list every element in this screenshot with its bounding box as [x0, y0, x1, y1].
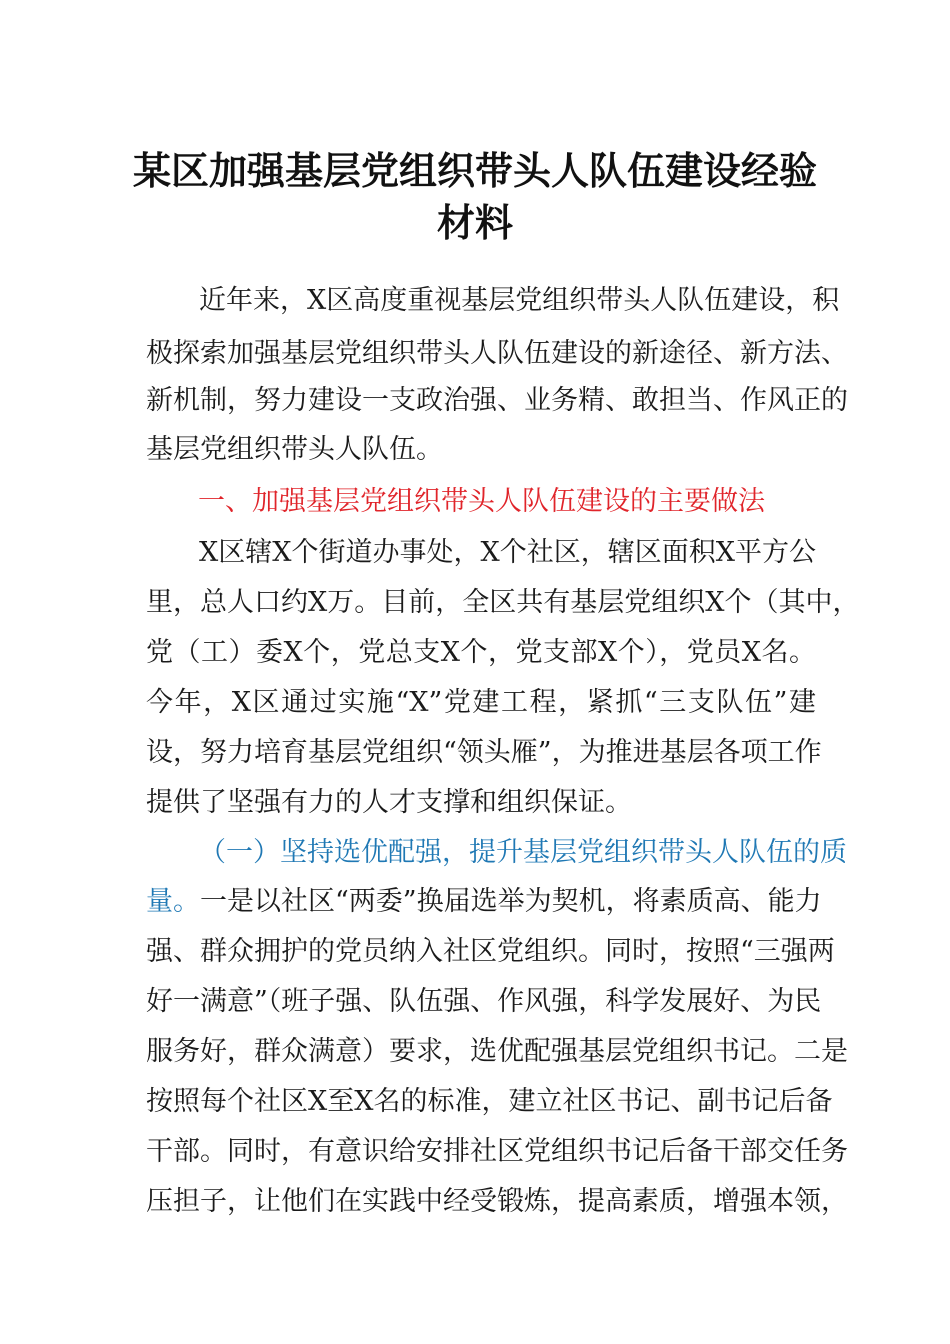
subsection-1-line: 好一满意”（班子强、队伍强、作风强，科学发展好、为民 [146, 986, 822, 1017]
intro-line: 基层党组织带头人队伍。 [146, 434, 443, 465]
subsection-1-heading: （一）坚持选优配强，提升基层党组织带头人队伍的质 [199, 837, 847, 868]
section-1-para-line: X区辖X个街道办事处，X个社区，辖区面积X平方公 [199, 537, 816, 568]
document-title-line-2: 材料 [436, 200, 513, 245]
intro-line: 近年来，X区高度重视基层党组织带头人队伍建设，积 [199, 285, 840, 316]
section-1-para-line: 党（工）委X个，党总支X个，党支部X个），党员X名。 [146, 637, 816, 668]
subsection-1-line: 服务好，群众满意）要求，选优配强基层党组织书记。二是 [146, 1036, 848, 1067]
subsection-1-heading-end: 量。 [146, 886, 200, 917]
section-1-heading: 一、加强基层党组织带头人队伍建设的主要做法 [198, 486, 765, 517]
section-1-para-line: 设，努力培育基层党组织“领头雁”，为推进基层各项工作 [146, 737, 822, 768]
subsection-1-line: 按照每个社区X至X名的标准，建立社区书记、副书记后备 [146, 1086, 833, 1117]
intro-line: 极探索加强基层党组织带头人队伍建设的新途径、新方法、 [146, 338, 848, 369]
subsection-1-line: 压担子，让他们在实践中经受锻炼，提高素质，增强本领， [146, 1186, 848, 1217]
intro-line: 新机制，努力建设一支政治强、业务精、敢担当、作风正的 [146, 385, 848, 416]
section-1-para-line: 提供了坚强有力的人才支撑和组织保证。 [146, 787, 632, 818]
section-1-para-line: 里，总人口约X万。目前，全区共有基层党组织X个（其中， [146, 587, 860, 618]
document-title-line-1: 某区加强基层党组织带头人队伍建设经验 [132, 148, 817, 193]
subsection-1-line: 强、群众拥护的党员纳入社区党组织。同时，按照“三强两 [146, 936, 835, 967]
subsection-1-text: 一是以社区“两委”换届选举为契机，将素质高、能力 [200, 886, 822, 917]
subsection-1-line: 干部。同时，有意识给安排社区党组织书记后备干部交任务 [146, 1136, 848, 1167]
subsection-1-line-2 [146, 884, 822, 920]
section-1-para-line: 今年，X区通过实施“X”党建工程，紧抓“三支队伍”建 [146, 687, 816, 718]
